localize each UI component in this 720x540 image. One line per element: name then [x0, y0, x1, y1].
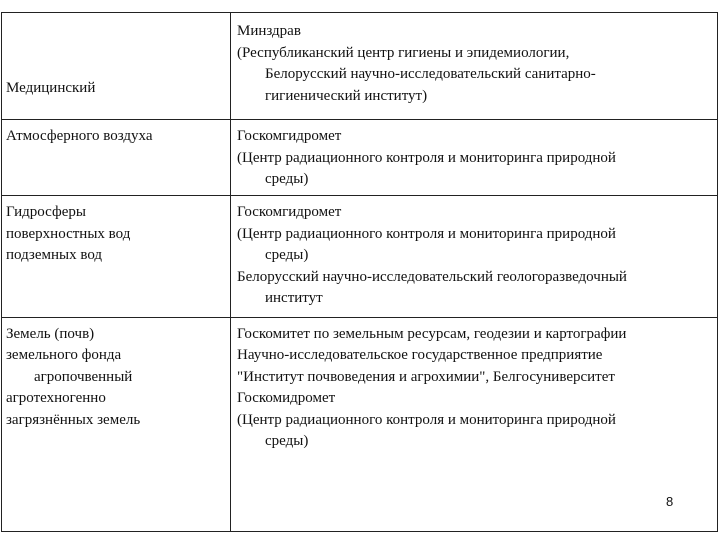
monitoring-type-line: подземных вод [6, 247, 103, 264]
monitoring-type-line: Медицинский [6, 79, 96, 96]
agency-line: Белорусский научно-исследовательский геологоразведочный [237, 268, 627, 285]
table-row-hydrosphere [2, 196, 718, 317]
responsible-agency-cell [231, 317, 718, 531]
monitoring-type-cell [2, 196, 231, 317]
monitoring-type-cell [2, 317, 231, 531]
responsible-agency-cell [231, 196, 718, 317]
agency-line: (Центр радиационного контроля и мониторинга природной [237, 411, 616, 428]
table-row-medical [2, 13, 718, 120]
agency-line: Госкомитет по земельным ресурсам, геодезии и картографии [237, 325, 627, 342]
monitoring-type-line: Атмосферного воздуха [6, 128, 153, 145]
agency-line: Госкомидромет [237, 390, 336, 407]
responsible-agency-cell [231, 13, 718, 120]
agency-line: Научно-исследовательское государственное предприятие [237, 347, 603, 364]
responsible-agency-cell [231, 120, 718, 196]
table-row-air [2, 120, 718, 196]
monitoring-type-line: поверхностных вод [6, 225, 131, 242]
agency-line: (Республиканский центр гигиены и эпидемиологии, [237, 44, 570, 61]
monitoring-type-cell [2, 120, 231, 196]
agency-line: Минздрав [237, 23, 301, 39]
monitoring-type-line: агропочвенный [34, 368, 133, 385]
monitoring-type-line: Гидросферы [6, 204, 86, 221]
agency-line: институт [265, 290, 323, 307]
monitoring-type-cell [2, 13, 231, 120]
table-row-land [2, 317, 718, 531]
agency-line: гигиенический институт) [265, 87, 428, 104]
agency-line: среды) [265, 247, 309, 264]
page-number: 8 [666, 494, 674, 509]
monitoring-type-line: земельного фонда [6, 347, 122, 364]
agency-line: Белорусский научно-исследовательский санитарно- [265, 66, 596, 82]
agency-line: среды) [265, 171, 309, 188]
monitoring-type-line: агротехногенно [6, 390, 106, 407]
monitoring-type-line: Земель (почв) [6, 325, 95, 342]
agency-line: (Центр радиационного контроля и мониторинга природной [237, 225, 616, 242]
agency-line: среды) [265, 433, 309, 450]
agency-line: "Институт почвоведения и агрохимии", Белгосуниверситет [237, 368, 615, 385]
monitoring-table [1, 12, 718, 532]
agency-line: Госкомгидромет [237, 204, 342, 221]
agency-line: Госкомгидромет [237, 128, 342, 145]
monitoring-type-line: загрязнённых земель [6, 411, 141, 428]
agency-line: (Центр радиационного контроля и мониторинга природной [237, 149, 616, 166]
